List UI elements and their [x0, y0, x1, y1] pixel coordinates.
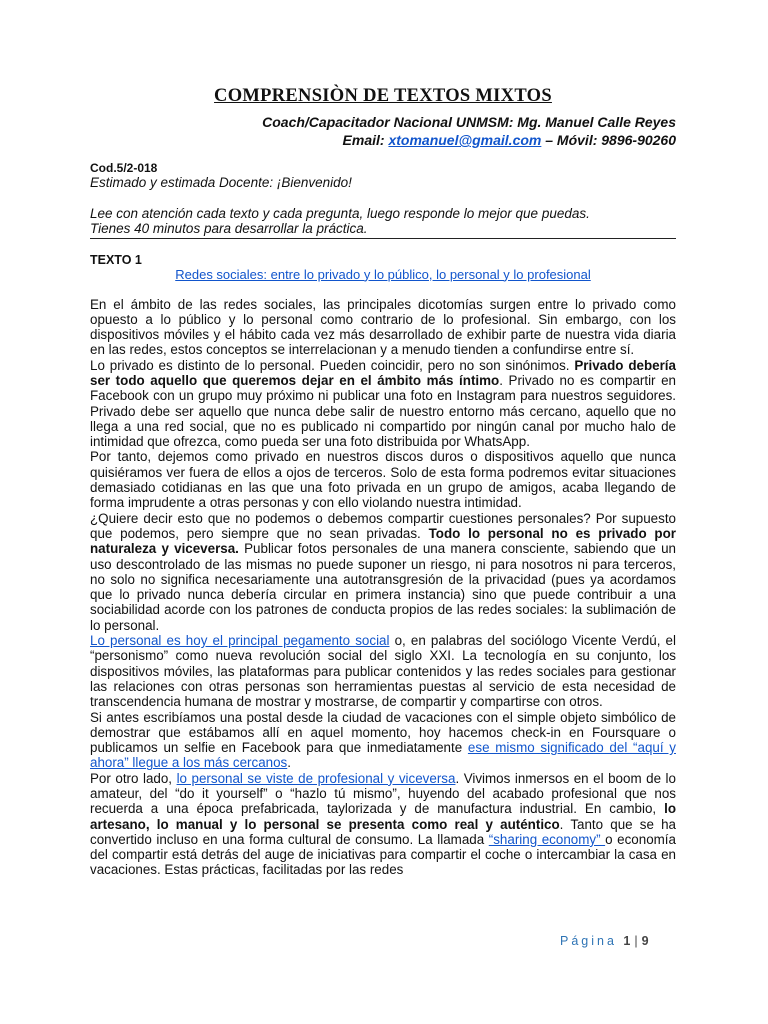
inline-link[interactable]: Lo personal es hoy el principal pegamento social	[90, 633, 390, 649]
instructions-line-1: Lee con atención cada texto y cada pregunta, luego responde lo mejor que puedas.	[90, 205, 590, 221]
document-code: Cod.5/2-018	[90, 161, 158, 175]
bold-phrase: Todo lo personal no es privado por naturaleza y viceversa.	[90, 525, 676, 557]
texto-body	[90, 297, 676, 878]
paragraph: ¿Quiere decir esto que no podemos o debemos compartir cuestiones personales? Por supuesto que podemos, pero siempre que no sean privadas. Todo lo personal no es privado por naturaleza y viceversa. Publicar fotos personales de una manera consciente, sabiendo que un uso descontrolado de las mismas no puede suponer un riesgo, ni para nosotros ni para terceros, no solo no significa necesariamente una autotransgresión de la privacidad (pues ya acordamos que lo privado nunca debería circular en primera instancia) sino que puede contribuir a una sociabilidad acorde con los patrones de conducta propios de las redes sociales: la sublimación de lo personal.	[90, 510, 676, 633]
page-footer	[560, 934, 649, 948]
paragraph: Si antes escribíamos una postal desde la ciudad de vacaciones con el simple objeto simbólico de demostrar que estábamos allí en aquel momento, hoy hacemos check-in en Foursquare o publicamos un selfie en Facebook para que inmediatamente ese mismo significado del “aquí y ahora” llegue a los más cercanos.	[90, 709, 676, 771]
inline-link[interactable]: ese mismo significado del “aquí y ahora” llegue a los más cercanos	[90, 740, 676, 771]
greeting: Estimado y estimada Docente: ¡Bienvenido!	[90, 175, 352, 190]
paragraph: Por otro lado, lo personal se viste de profesional y viceversa. Vivimos inmersos en el boom de lo amateur, del “do it yourself” o “hazlo tú mismo”, huyendo del acabado profesional que nos recuerda a una época prefabricada, taylorizada y de manufactura industrial. En cambio, lo artesano, lo manual y lo personal se presenta como real y auténtico. Tanto que se ha convertido incluso en una forma cultural de consumo. La llamada “sharing economy” o economía del compartir está detrás del auge de iniciativas para compartir el coche o intercambiar la casa en vacaciones. Estas prácticas, facilitadas por las redes	[90, 770, 676, 878]
paragraph: Por tanto, dejemos como privado en nuestros discos duros o dispositivos aquello que nunca quisiéramos ver fuera de ellos a ojos de terceros. Solo de esta forma podremos evitar situaciones demasiado cotidianas en las que una foto privada en un grupo de amigos, acaba llegando de forma imprudente a otras personas y con ello violando nuestra intimidad.	[90, 449, 676, 511]
paragraph: Lo privado es distinto de lo personal. Pueden coincidir, pero no son sinónimos. Privado debería ser todo aquello que queremos dejar en el ámbito más íntimo. Privado no es compartir en Facebook con un grupo muy próximo ni publicar una foto en Instagram para nuestros seguidores. Privado debe ser aquello que nunca debe salir de nuestro entorno más cercano, aquello que no llega a una red social, que no es publicado ni compartido por ningún canal por mucho halo de intimidad que ofrezca, como pueda ser una foto distribuida por WhatsApp.	[90, 357, 676, 450]
email-link[interactable]: xtomanuel@gmail.com	[388, 132, 542, 148]
inline-link[interactable]: “sharing economy”	[488, 831, 606, 847]
document-title: COMPRENSIÒN DE TEXTOS MIXTOS	[214, 86, 552, 106]
document-page	[90, 86, 676, 878]
paragraph: En el ámbito de las redes sociales, las principales dicotomías surgen entre lo privado como opuesto a lo público y lo personal como contrario de lo profesional. Sin embargo, con los dispositivos móviles y el hábito cada vez más desarrollado de exhibir parte de nuestra vida diaria en las redes, estos conceptos se interrelacionan y a menudo tienden a confundirse entre sí.	[90, 296, 676, 358]
page-label: Página	[560, 934, 617, 948]
instructions-line-2: Tienes 40 minutos para desarrollar la práctica.	[90, 221, 368, 236]
texto-label: TEXTO 1	[90, 252, 142, 267]
email-label: Email:	[342, 132, 389, 148]
page-number: 1	[623, 934, 631, 948]
inline-link[interactable]: lo personal se viste de profesional y viceversa	[176, 770, 456, 786]
bold-phrase: lo artesano, lo manual y lo personal se presenta como real y auténtico	[90, 801, 676, 832]
contact-line	[90, 131, 676, 149]
page-total: 9	[641, 934, 649, 948]
paragraph: Lo personal es hoy el principal pegamento social o, en palabras del sociólogo Vicente Verdú, el “personismo” como nueva revolución social del siglo XXI. La tecnología en su conjunto, los dispositivos móviles, las plataformas para publicar contenidos y las redes sociales para gestionar las relaciones con otras personas son herramientas puestas al servicio de esta necesidad de transcendencia humana de mostrar y mostrarse, de compartir y compartirse con otros.	[90, 633, 676, 710]
divider	[90, 238, 676, 239]
page-separator: |	[634, 934, 638, 948]
bold-phrase: Privado debería ser todo aquello que queremos dejar en el ámbito más íntimo	[90, 357, 676, 388]
author-line: Coach/Capacitador Nacional UNMSM: Mg. Manuel Calle Reyes	[262, 114, 676, 130]
texto-title[interactable]: Redes sociales: entre lo privado y lo público, lo personal y lo profesional	[175, 266, 591, 282]
phone-text: – Móvil: 9896-90260	[541, 132, 676, 148]
